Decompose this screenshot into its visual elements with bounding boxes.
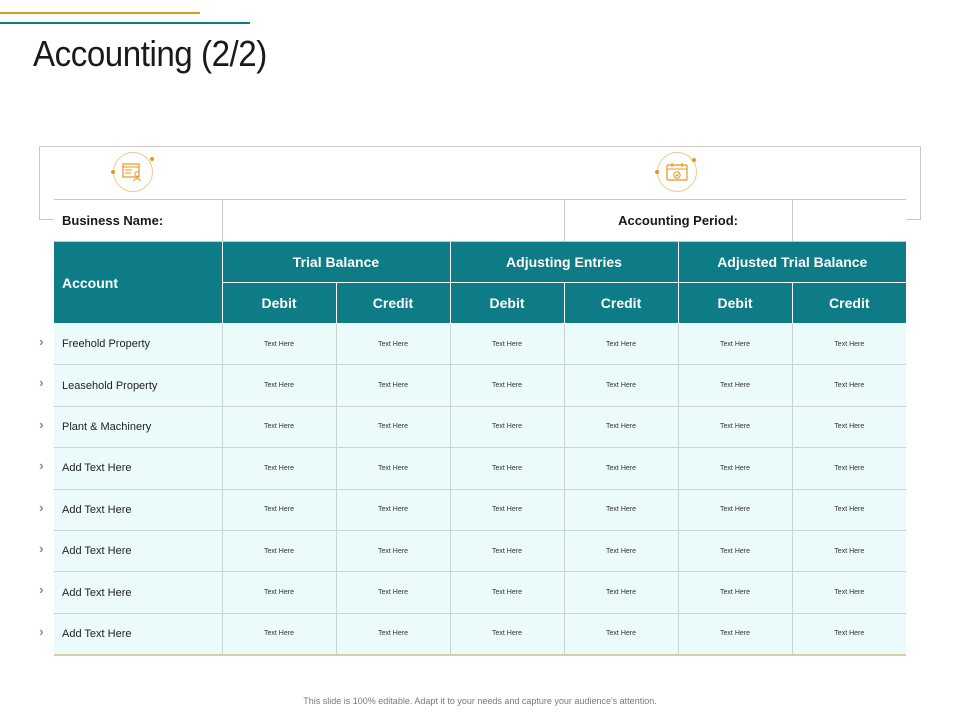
table-row: [54, 530, 906, 571]
value-cell[interactable]: Text Here: [336, 530, 450, 571]
slide-footer: This slide is 100% editable. Adapt it to your needs and capture your audience's attention.: [303, 696, 657, 706]
value-cell[interactable]: Text Here: [336, 448, 450, 489]
value-cell[interactable]: Text Here: [564, 324, 678, 365]
business-profile-icon: [113, 152, 153, 192]
value-cell[interactable]: Text Here: [222, 365, 336, 406]
value-cell[interactable]: Text Here: [564, 572, 678, 613]
value-cell[interactable]: Text Here: [564, 489, 678, 530]
row-chevron-icon: ››: [39, 333, 40, 349]
value-cell[interactable]: Text Here: [336, 324, 450, 365]
row-chevron-icon: ››: [39, 416, 40, 432]
value-cell[interactable]: Text Here: [336, 406, 450, 447]
value-cell[interactable]: Text Here: [678, 572, 792, 613]
subheader-debit: Debit: [678, 283, 792, 324]
value-cell[interactable]: Text Here: [678, 448, 792, 489]
value-cell[interactable]: Text Here: [450, 406, 564, 447]
decor-dot: [150, 157, 154, 161]
table-row: [54, 572, 906, 613]
table-row: [54, 365, 906, 406]
info-row: [54, 200, 906, 242]
table-body: [54, 324, 906, 655]
account-cell[interactable]: Add Text Here: [54, 530, 222, 571]
row-chevron-icon: ››: [39, 623, 40, 639]
row-chevron-icon: ››: [39, 374, 40, 390]
group-header-adjusted-trial-balance: Adjusted Trial Balance: [678, 242, 906, 283]
accounting-table: [54, 199, 906, 656]
decor-dot: [111, 170, 115, 174]
table-row: [54, 448, 906, 489]
value-cell[interactable]: Text Here: [450, 489, 564, 530]
value-cell[interactable]: Text Here: [450, 530, 564, 571]
value-cell[interactable]: Text Here: [336, 489, 450, 530]
value-cell[interactable]: Text Here: [792, 613, 906, 654]
account-header: Account: [54, 242, 222, 324]
account-cell[interactable]: Add Text Here: [54, 489, 222, 530]
row-chevron-icon: ››: [39, 457, 40, 473]
value-cell[interactable]: Text Here: [336, 572, 450, 613]
value-cell[interactable]: Text Here: [450, 448, 564, 489]
value-cell[interactable]: Text Here: [678, 489, 792, 530]
subheader-debit: Debit: [222, 283, 336, 324]
value-cell[interactable]: Text Here: [792, 406, 906, 447]
value-cell[interactable]: Text Here: [222, 448, 336, 489]
table-row: [54, 406, 906, 447]
account-cell[interactable]: Leasehold Property: [54, 365, 222, 406]
account-cell[interactable]: Plant & Machinery: [54, 406, 222, 447]
value-cell[interactable]: Text Here: [792, 530, 906, 571]
calendar-icon: [657, 152, 697, 192]
value-cell[interactable]: Text Here: [222, 530, 336, 571]
value-cell[interactable]: Text Here: [564, 406, 678, 447]
accounting-period-label: Accounting Period:: [564, 200, 792, 242]
value-cell[interactable]: Text Here: [450, 324, 564, 365]
account-cell[interactable]: Add Text Here: [54, 572, 222, 613]
table-row: [54, 613, 906, 654]
group-header-row: [54, 242, 906, 283]
subheader-debit: Debit: [450, 283, 564, 324]
value-cell[interactable]: Text Here: [564, 613, 678, 654]
value-cell[interactable]: Text Here: [222, 572, 336, 613]
table-row: [54, 489, 906, 530]
value-cell[interactable]: Text Here: [222, 489, 336, 530]
value-cell[interactable]: Text Here: [564, 448, 678, 489]
value-cell[interactable]: Text Here: [678, 613, 792, 654]
group-header-adjusting-entries: Adjusting Entries: [450, 242, 678, 283]
row-chevron-icon: ››: [39, 581, 40, 597]
value-cell[interactable]: Text Here: [450, 613, 564, 654]
value-cell[interactable]: Text Here: [792, 572, 906, 613]
value-cell[interactable]: Text Here: [222, 406, 336, 447]
accounting-period-field[interactable]: [792, 200, 906, 242]
value-cell[interactable]: Text Here: [564, 530, 678, 571]
row-chevron-icon: ››: [39, 499, 40, 515]
slide-title: Accounting (2/2): [33, 33, 267, 74]
value-cell[interactable]: Text Here: [336, 613, 450, 654]
value-cell[interactable]: Text Here: [792, 365, 906, 406]
account-cell[interactable]: Freehold Property: [54, 324, 222, 365]
accent-line-teal: [0, 22, 250, 24]
business-name-label: Business Name:: [54, 200, 222, 242]
value-cell[interactable]: Text Here: [792, 448, 906, 489]
value-cell[interactable]: Text Here: [222, 324, 336, 365]
value-cell[interactable]: Text Here: [792, 324, 906, 365]
subheader-credit: Credit: [792, 283, 906, 324]
account-cell[interactable]: Add Text Here: [54, 613, 222, 654]
value-cell[interactable]: Text Here: [678, 406, 792, 447]
value-cell[interactable]: Text Here: [678, 530, 792, 571]
accent-line-gold: [0, 12, 200, 14]
value-cell[interactable]: Text Here: [678, 365, 792, 406]
value-cell[interactable]: Text Here: [222, 613, 336, 654]
group-header-trial-balance: Trial Balance: [222, 242, 450, 283]
account-cell[interactable]: Add Text Here: [54, 448, 222, 489]
table-row: [54, 324, 906, 365]
value-cell[interactable]: Text Here: [564, 365, 678, 406]
subheader-credit: Credit: [564, 283, 678, 324]
value-cell[interactable]: Text Here: [336, 365, 450, 406]
value-cell[interactable]: Text Here: [450, 572, 564, 613]
decor-dot: [655, 170, 659, 174]
subheader-credit: Credit: [336, 283, 450, 324]
business-name-field[interactable]: [222, 200, 564, 242]
decor-dot: [692, 158, 696, 162]
value-cell[interactable]: Text Here: [678, 324, 792, 365]
row-chevron-icon: ››: [39, 540, 40, 556]
value-cell[interactable]: Text Here: [792, 489, 906, 530]
value-cell[interactable]: Text Here: [450, 365, 564, 406]
